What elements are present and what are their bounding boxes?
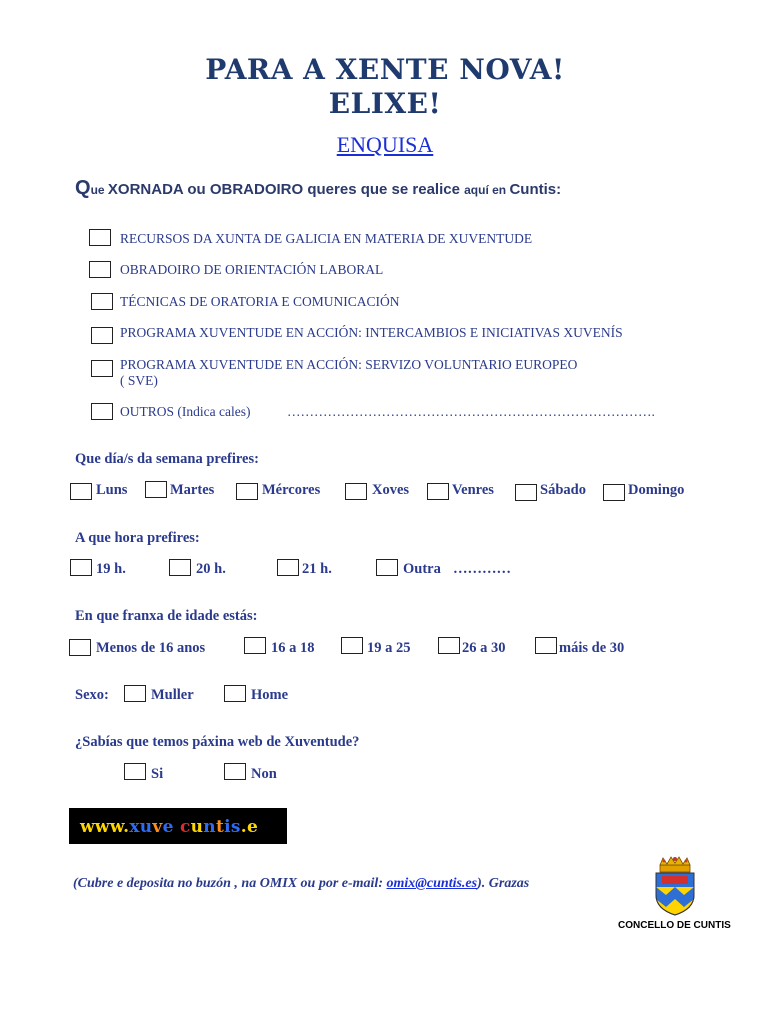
- option-label-outros: OUTROS (Indica cales): [120, 404, 251, 419]
- website-banner-text: [80, 817, 258, 837]
- option-checkbox-intercambios[interactable]: [91, 327, 113, 344]
- day-label-xoves: Xoves: [372, 482, 410, 498]
- banner-segment: n: [203, 817, 216, 837]
- banner-segment: v: [152, 817, 163, 837]
- sex-label-home: Home: [251, 687, 289, 703]
- hour-label-19: 19 h.: [96, 561, 126, 577]
- web-checkbox-non[interactable]: [224, 763, 246, 780]
- day-checkbox-martes[interactable]: [145, 481, 167, 498]
- banner-segment: u: [190, 817, 204, 837]
- day-checkbox-mercores[interactable]: [236, 483, 258, 500]
- day-checkbox-xoves[interactable]: [345, 483, 367, 500]
- hour-outra-dots: …………: [453, 561, 511, 577]
- age-checkbox-19a25[interactable]: [341, 637, 363, 654]
- day-label-martes: Martes: [170, 482, 215, 498]
- sex-question: Sexo:: [75, 687, 109, 703]
- age-label-menos16: Menos de 16 anos: [96, 640, 206, 656]
- banner-segment: is: [224, 817, 241, 837]
- main-question-part1: XORNADA ou OBRADOIRO queres que se realice: [107, 181, 465, 198]
- option-label-intercambios: PROGRAMA XUVENTUDE EN ACCIÓN: INTERCAMBIOS E INICIATIVAS XUVENÍS: [120, 325, 623, 340]
- day-label-venres: Venres: [452, 482, 494, 498]
- option-checkbox-outros[interactable]: [91, 403, 113, 420]
- email-link[interactable]: omix@cuntis.es: [386, 876, 478, 891]
- banner-segment: c: [179, 817, 191, 837]
- main-question-part3: Cuntis:: [509, 181, 562, 198]
- day-label-mercores: Mércores: [262, 482, 321, 498]
- banner-segment: t: [215, 817, 225, 837]
- hour-checkbox-20[interactable]: [169, 559, 191, 576]
- hour-label-outra: Outra: [403, 561, 441, 577]
- concello-caption: CONCELLO DE CUNTIS: [618, 920, 731, 931]
- web-label-non: Non: [251, 766, 277, 782]
- footer-instructions: [73, 876, 529, 892]
- page-title-line2: ELIXE!: [328, 87, 442, 120]
- banner-segment: www.: [80, 817, 130, 837]
- option-outros-dots: ……………………………………………………………………….: [287, 404, 655, 419]
- sex-checkbox-muller[interactable]: [124, 685, 146, 702]
- age-checkbox-16a18[interactable]: [244, 637, 266, 654]
- hour-checkbox-21[interactable]: [277, 559, 299, 576]
- main-question-q-rest: ue: [90, 183, 108, 197]
- age-checkbox-menos16[interactable]: [69, 639, 91, 656]
- age-label-mais30: máis de 30: [559, 640, 625, 656]
- main-question-part2: aquí en: [464, 183, 510, 197]
- day-label-sabado: Sábado: [540, 482, 586, 498]
- age-label-26a30: 26 a 30: [462, 640, 506, 656]
- option-label-sve-abbr: ( SVE): [120, 373, 158, 388]
- hour-checkbox-19[interactable]: [70, 559, 92, 576]
- footer-suffix: ). Grazas: [477, 876, 530, 891]
- hours-question: A que hora prefires:: [75, 530, 200, 546]
- option-label-oratoria: TÉCNICAS DE ORATORIA E COMUNICACIÓN: [120, 294, 400, 309]
- option-checkbox-orientacion[interactable]: [89, 261, 111, 278]
- main-question: [75, 177, 561, 200]
- days-question: Que día/s da semana prefires:: [75, 451, 259, 467]
- day-label-luns: Luns: [96, 482, 128, 498]
- sex-checkbox-home[interactable]: [224, 685, 246, 702]
- web-question: ¿Sabías que temos páxina web de Xuventude?: [75, 734, 360, 750]
- day-checkbox-sabado[interactable]: [515, 484, 537, 501]
- hour-checkbox-outra[interactable]: [376, 559, 398, 576]
- age-label-19a25: 19 a 25: [367, 640, 411, 656]
- option-checkbox-oratoria[interactable]: [91, 293, 113, 310]
- web-label-si: Si: [151, 766, 164, 782]
- hour-label-20: 20 h.: [196, 561, 226, 577]
- age-checkbox-mais30[interactable]: [535, 637, 557, 654]
- day-label-domingo: Domingo: [628, 482, 685, 498]
- main-question-initial: Q: [75, 177, 91, 199]
- banner-segment: .e: [240, 817, 259, 837]
- option-label-orientacion: OBRADOIRO DE ORIENTACIÓN LABORAL: [120, 262, 384, 277]
- age-question: En que franxa de idade estás:: [75, 608, 258, 624]
- day-checkbox-domingo[interactable]: [603, 484, 625, 501]
- banner-segment: e: [162, 817, 174, 837]
- option-label-recursos: RECURSOS DA XUNTA DE GALICIA EN MATERIA DE XUVENTUDE: [120, 231, 533, 246]
- day-checkbox-venres[interactable]: [427, 483, 449, 500]
- banner-segment: xu: [129, 817, 153, 837]
- footer-prefix: (Cubre e deposita no buzón , na OMIX ou por e-mail:: [73, 876, 387, 891]
- option-checkbox-sve[interactable]: [91, 360, 113, 377]
- option-checkbox-recursos[interactable]: [89, 229, 111, 246]
- website-banner[interactable]: [69, 808, 287, 844]
- option-label-sve: PROGRAMA XUVENTUDE EN ACCIÓN: SERVIZO VOLUNTARIO EUROPEO: [120, 357, 578, 372]
- sex-label-muller: Muller: [151, 687, 194, 703]
- age-checkbox-26a30[interactable]: [438, 637, 460, 654]
- hour-label-21: 21 h.: [302, 561, 332, 577]
- coat-of-arms-logo: [650, 855, 700, 917]
- age-label-16a18: 16 a 18: [271, 640, 315, 656]
- web-checkbox-si[interactable]: [124, 763, 146, 780]
- survey-heading: ENQUISA: [336, 132, 434, 157]
- page-title: PARA A XENTE NOVA!: [205, 53, 565, 86]
- day-checkbox-luns[interactable]: [70, 483, 92, 500]
